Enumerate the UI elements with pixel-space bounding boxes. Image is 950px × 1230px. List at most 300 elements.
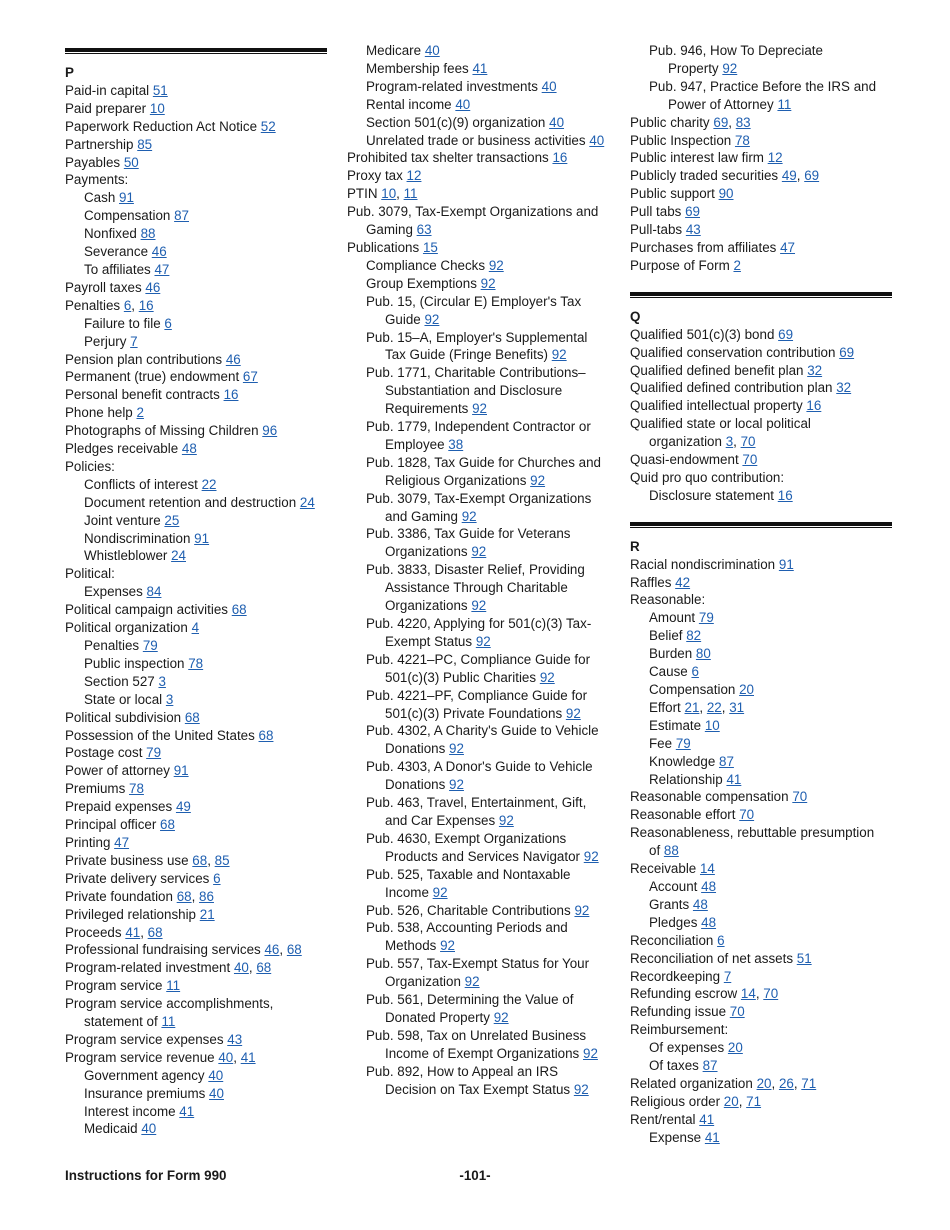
page-reference-link[interactable]: 48 [701,914,717,930]
index-entry-text: Relationship [649,771,723,787]
page-reference-link[interactable]: 26 [778,1075,794,1091]
index-entry-text: Pub. 526, Charitable Contributions [366,902,571,918]
index-entry-text: Permanent (true) endowment [65,369,240,385]
index-subentry [65,189,327,207]
index-entry-text: Fee [649,735,673,751]
page-reference-link[interactable]: 40 [141,1121,157,1137]
index-entry-text: Membership fees [366,60,469,76]
page-reference-link[interactable]: 40 [218,1049,234,1065]
page-reference-link[interactable]: 11 [777,96,792,112]
page-reference-link[interactable]: 41 [240,1049,256,1065]
page-reference-link[interactable]: 92 [471,598,487,614]
page-reference-link[interactable]: 92 [722,60,738,76]
page-reference-link[interactable]: 90 [718,186,734,202]
index-entry-text: Recordkeeping [630,968,721,984]
index-entry: Public charity 69, 83 [630,114,751,130]
page-reference-link[interactable]: 38 [448,436,464,452]
index-entry-text: Knowledge [649,753,716,769]
page-reference-link[interactable]: 48 [692,896,708,912]
index-subentry [347,132,609,150]
page-reference-link[interactable]: 87 [719,753,734,769]
page-reference-link[interactable]: 15 [422,239,438,255]
page-reference-link[interactable]: 20 [723,1093,739,1109]
index-subentry [65,1085,327,1103]
page-reference-link[interactable]: 69 [713,114,729,130]
index-subentry [630,663,892,681]
page-reference-link[interactable]: 41 [699,1111,715,1127]
index-entry: Proceeds 41, 68 [65,924,163,940]
page-reference-link[interactable]: 46 [151,244,167,260]
page-reference-link[interactable]: 16 [806,398,822,414]
page-reference-link[interactable]: 70 [740,434,756,450]
index-entry: Professional fundraising services 46, 68 [65,942,302,958]
index-entry-text: Political: [65,566,115,582]
index-entry: Related organization 20, 26, 71 [630,1075,817,1091]
index-subentry [65,655,327,673]
page-reference-link[interactable]: 92 [573,1081,589,1097]
page-reference-link[interactable]: 25 [164,512,180,528]
page-reference-link[interactable]: 51 [152,82,168,98]
index-subentry [65,637,327,655]
page-reference-link[interactable]: 43 [227,1031,243,1047]
index-entry [630,950,892,968]
index-subentry: Effort 21, 22, 31 [649,699,745,715]
page-reference-link[interactable]: 68 [184,709,200,725]
page-reference-link[interactable]: 16 [777,487,793,503]
index-entry-text: Purchases from affiliates [630,239,777,255]
page-reference-link[interactable]: 6 [717,932,725,948]
page-reference-link[interactable]: 92 [432,884,448,900]
index-entry-text: Personal benefit contracts [65,387,220,403]
page-reference-link[interactable]: 85 [137,136,153,152]
page-reference-link[interactable]: 85 [214,852,230,868]
page-reference-link[interactable]: 71 [801,1075,817,1091]
page-reference-link[interactable]: 40 [455,96,471,112]
page-reference-link[interactable]: 2 [136,405,144,421]
page-reference-link[interactable]: 91 [119,190,134,206]
page-reference-link[interactable]: 10 [149,100,165,116]
index-subentry [347,830,609,866]
index-entry [65,816,327,834]
page-reference-link[interactable]: 41 [179,1103,195,1119]
index-entry-text: Religious order [630,1093,721,1109]
index-entry [65,798,327,816]
page-reference-link[interactable]: 6 [691,664,699,680]
page-reference-link[interactable]: 68 [176,888,192,904]
index-entry-text: Pub. 1779, Independent Contractor or Employee [366,419,591,452]
page-reference-link[interactable]: 40 [549,114,565,130]
page-reference-link[interactable]: 78 [188,655,204,671]
page-reference-link[interactable]: 92 [574,902,590,918]
index-subentry [347,78,609,96]
page-reference-link[interactable]: 42 [675,574,691,590]
index-subentry [65,494,327,512]
index-entry-text: Phone help [65,405,133,421]
page-reference-link[interactable]: 21 [199,906,215,922]
page-reference-link[interactable]: 3 [165,691,174,707]
footer-document-title: Instructions for Form 990 [65,1168,227,1183]
index-entry-text: Reconciliation [630,932,714,948]
index-entry-text: Unrelated trade or business activities [366,132,586,148]
index-subentry [347,42,609,60]
page-reference-link[interactable]: 92 [449,741,464,757]
page-reference-link[interactable]: 11 [403,186,418,202]
page-reference-link[interactable]: 10 [381,186,397,202]
page-reference-link[interactable]: 20 [756,1075,772,1091]
index-section-letter: R [630,538,640,554]
page-reference-link[interactable]: 46 [225,351,241,367]
index-subentry [630,487,892,505]
index-entry-text: Possession of the United States [65,727,255,743]
index-entry [347,167,609,185]
index-entry-text: To affiliates [84,261,151,277]
index-entry-text: Qualified defined contribution plan [630,380,833,396]
page-reference-link[interactable]: 22 [201,476,217,492]
index-entry [630,149,892,167]
page-reference-link[interactable]: 16 [138,297,154,313]
index-entry [630,1111,892,1129]
page-reference-link[interactable]: 6 [164,315,172,331]
index-entry-text: Pub. 3386, Tax Guide for Veterans Organizations [366,526,571,560]
index-entry-text: Interest income [84,1103,176,1119]
page-reference-link[interactable]: 40 [233,960,249,976]
index-subentry [65,547,327,565]
page-reference-link[interactable]: 16 [552,150,568,166]
page-reference-link[interactable]: 92 [498,812,514,828]
page-reference-link[interactable]: 41 [704,1129,720,1145]
page-reference-link[interactable]: 41 [125,924,141,940]
index-entry [65,118,327,136]
index-entry [630,968,892,986]
page-reference-link[interactable]: 47 [780,239,796,255]
page-reference-link[interactable]: 92 [539,669,555,685]
index-entry-text: Medicare [366,43,422,58]
page-reference-link[interactable]: 78 [129,781,144,797]
page-reference-link[interactable]: 46 [145,279,161,295]
page-reference-link[interactable]: 46 [264,942,280,958]
index-entry-text: Belief [649,628,683,644]
index-subentry [65,673,327,691]
index-entry [347,239,609,257]
index-entry-text: Prepaid expenses [65,799,173,815]
index-entry-text: Qualified state or local political organization [630,416,811,450]
index-subentry [347,615,609,651]
page-reference-link[interactable]: 41 [472,60,488,76]
index-entry [630,344,892,362]
page-reference-link[interactable]: 92 [461,508,477,524]
index-entry-text: Expense [649,1129,702,1145]
index-subentry [65,476,327,494]
index-subentry [65,333,327,351]
index-entry-text: Qualified defined benefit plan [630,362,804,378]
page-reference-link[interactable]: 86 [199,888,214,904]
page-reference-link[interactable]: 22 [706,699,722,715]
page-reference-link[interactable]: 92 [464,974,480,990]
index-column-1 [65,42,327,1138]
page-reference-link[interactable]: 83 [735,114,751,130]
index-entry-text: Nondiscrimination [84,530,191,546]
index-entry-text: Program service expenses [65,1031,224,1047]
page-reference-link[interactable]: 92 [551,347,567,363]
page-reference-link[interactable]: 92 [480,275,496,291]
page-reference-link[interactable]: 10 [704,717,720,733]
page-reference-link[interactable]: 49 [781,168,797,184]
page-reference-link[interactable]: 92 [472,401,487,417]
index-entry [347,149,609,167]
index-entry: Private foundation 68, 86 [65,888,214,904]
index-subentry [347,329,609,365]
index-entry-text: Perjury [84,333,127,349]
index-subentry [630,609,892,627]
index-entry-text: Account [649,878,698,894]
page-reference-link[interactable]: 24 [299,494,315,510]
page-reference-link[interactable]: 68 [256,960,272,976]
index-subentry [347,687,609,723]
index-entry-text: Pub. 4303, A Donor's Guide to Vehicle Donations [366,759,593,793]
page-reference-link[interactable]: 92 [475,633,491,649]
page-reference-link[interactable]: 40 [424,43,440,58]
page-reference-link[interactable]: 31 [729,699,745,715]
page-reference-link[interactable]: 71 [746,1093,762,1109]
page-reference-link[interactable]: 40 [209,1085,224,1101]
page-reference-link[interactable]: 92 [583,848,599,864]
page-reference-link[interactable]: 48 [181,441,197,457]
page-reference-link[interactable]: 79 [146,745,162,761]
index-entry-text: Pub. 4220, Applying for 501(c)(3) Tax-Exempt Status [366,616,592,649]
page-reference-link[interactable]: 11 [166,978,181,994]
index-entry [65,368,327,386]
index-entry-text: Public Inspection [630,132,732,148]
index-entry-text: Public inspection [84,655,185,671]
index-entry-text: Estimate [649,717,702,733]
page-reference-link[interactable]: 82 [686,628,702,644]
index-subentry [630,753,892,771]
index-entry-text: Printing [65,834,111,850]
page-reference-link[interactable]: 92 [424,311,440,327]
index-entry [630,1003,892,1021]
page-reference-link[interactable]: 78 [734,132,750,148]
page-reference-link[interactable]: 69 [778,326,794,342]
index-entry-text: Political subdivision [65,709,182,725]
page-reference-link[interactable]: 40 [208,1067,224,1083]
page-reference-link[interactable]: 47 [114,834,130,850]
page-reference-link[interactable]: 68 [258,727,274,743]
page-reference-link[interactable]: 87 [702,1058,718,1074]
page-reference-link[interactable]: 84 [146,584,162,600]
page-reference-link[interactable]: 63 [416,222,432,238]
index-entry-text: Joint venture [84,512,161,528]
page-reference-link[interactable]: 79 [675,735,691,751]
page-reference-link[interactable]: 69 [839,344,855,360]
page-reference-link[interactable]: 80 [695,646,711,662]
page-reference-link[interactable]: 6 [213,870,221,886]
index-entry-text: Reasonable compensation [630,789,789,805]
page-reference-link[interactable]: 47 [154,261,170,277]
page-reference-link[interactable]: 92 [471,544,487,560]
index-entry [65,404,327,422]
index-subentry [630,645,892,663]
index-entry-text: Penalties [84,638,140,653]
page-reference-link[interactable]: 20 [727,1040,743,1056]
index-entry [65,709,327,727]
page-reference-link[interactable]: 88 [140,226,156,242]
index-entry [65,279,327,297]
page-reference-link[interactable]: 7 [130,333,138,349]
index-entry [630,469,892,487]
index-subentry [347,364,609,418]
index-entry-text: Quid pro quo contribution: [630,469,785,485]
index-entry-text: Power of attorney [65,763,170,779]
page-reference-link[interactable]: 87 [174,208,189,224]
page-reference-link[interactable]: 68 [286,942,302,958]
index-entry [630,860,892,878]
page-reference-link[interactable]: 14 [740,986,756,1002]
page-reference-link[interactable]: 70 [742,452,758,468]
page-reference-link[interactable]: 92 [493,1009,509,1025]
index-entry-text: Premiums [65,781,126,797]
index-entry-text: Of taxes [649,1058,699,1074]
index-section-letter: Q [630,308,641,324]
page-reference-link[interactable]: 96 [262,423,278,439]
section-divider-rule [630,292,892,298]
index-entry-text: Pub. 538, Accounting Periods and Methods [366,920,568,954]
page-reference-link[interactable]: 6 [123,297,132,313]
index-entry [65,100,327,118]
page-reference-link[interactable]: 20 [739,682,754,697]
page-reference-link[interactable]: 88 [663,843,679,859]
index-entry [65,834,327,852]
page-reference-link[interactable]: 92 [530,472,546,488]
page-reference-link[interactable]: 11 [161,1014,176,1030]
page-reference-link[interactable]: 91 [194,530,210,546]
page-reference-link[interactable]: 14 [699,861,715,877]
index-entry-text: Pub. 947, Practice Before the IRS and Power of Attorney [649,78,877,112]
page-reference-link[interactable]: 32 [807,362,823,378]
index-entry-text: Political organization [65,620,188,636]
index-entry: PTIN 10, 11 [347,186,418,202]
index-entry [630,326,892,344]
index-entry-text: Pub. 4221–PF, Compliance Guide for 501(c)(3) Private Foundations [366,687,588,721]
index-entry [65,906,327,924]
index-entry-text: Principal officer [65,817,157,833]
page-reference-link[interactable]: 52 [260,118,276,134]
page-reference-link[interactable]: 24 [171,548,186,564]
page-reference-link[interactable]: 49 [175,799,191,815]
page-reference-link[interactable]: 79 [142,638,158,653]
index-entry [65,619,327,637]
index-subentry [347,293,609,329]
page-reference-link[interactable]: 69 [804,168,820,184]
page-reference-link[interactable]: 48 [701,878,717,894]
page-reference-link[interactable]: 40 [541,78,557,94]
page-reference-link[interactable]: 16 [223,387,239,403]
page-reference-link[interactable]: 92 [565,705,581,721]
index-entry-text: Group Exemptions [366,275,477,291]
page-reference-link[interactable]: 3 [158,673,166,689]
page-reference-link[interactable]: 91 [778,556,794,572]
page-reference-link[interactable]: 70 [729,1004,745,1020]
index-subentry [65,512,327,530]
index-entry-text: Reasonableness, rebuttable presumption of [630,825,875,859]
page-footer [65,1168,885,1186]
index-subentry [347,1063,609,1099]
index-column-2 [347,42,609,1098]
page-reference-link[interactable]: 21 [684,699,700,715]
index-entry [65,351,327,369]
index-entry [630,591,892,609]
page-reference-link[interactable]: 2 [733,257,741,273]
page-reference-link[interactable]: 92 [449,777,464,793]
page-reference-link[interactable]: 92 [488,257,504,273]
page-reference-link[interactable]: 12 [406,168,422,184]
index-entry-text: Cash [84,190,116,206]
page-reference-link[interactable]: 12 [767,150,783,166]
index-entry-text: Penalties [65,297,121,313]
index-entry [65,136,327,154]
page-reference-link[interactable]: 68 [192,852,208,868]
page-reference-link[interactable]: 92 [583,1045,598,1061]
page-reference-link[interactable]: 51 [796,950,812,966]
page-reference-link[interactable]: 69 [685,204,700,220]
page-reference-link[interactable]: 70 [792,789,808,805]
index-entry [65,154,327,172]
index-entry-text: Pub. 1771, Charitable Contributions– Substantiation and Disclosure Requirements [366,365,586,417]
page-reference-link[interactable]: 32 [836,380,852,396]
index-subentry [347,454,609,490]
page-reference-link[interactable]: 68 [147,924,163,940]
index-entry [630,824,892,860]
page-reference-link[interactable]: 3 [725,434,734,450]
page-reference-link[interactable]: 68 [231,602,247,618]
index-entry-text: Pub. 3833, Disaster Relief, Providing Assistance Through Charitable Organizations [366,562,585,614]
page-reference-link[interactable]: 92 [440,938,455,954]
page-reference-link[interactable]: 79 [698,610,714,626]
index-entry-text: Program service accomplishments, statement of [65,996,274,1030]
index-entry-text: Proxy tax [347,168,403,184]
index-entry [347,203,609,239]
index-entry-text: Private foundation [65,888,173,904]
page-reference-link[interactable]: 91 [173,763,189,779]
page-reference-link[interactable]: 70 [739,807,755,823]
index-entry-text: Pub. 4221–PC, Compliance Guide for 501(c)(3) Public Charities [366,651,591,685]
index-entry-text: Document retention and destruction [84,494,297,510]
index-entry-text: Program service revenue [65,1049,215,1065]
index-subentry [65,243,327,261]
index-subentry [347,758,609,794]
index-entry-text: Pledges receivable [65,441,179,457]
page-reference-link[interactable]: 41 [726,771,742,787]
page-reference-link[interactable]: 68 [160,817,175,833]
page-reference-link[interactable]: 40 [589,132,605,148]
index-entry-text: Pub. 561, Determining the Value of Donated Property [366,992,574,1025]
index-entry [65,727,327,745]
page-reference-link[interactable]: 43 [685,222,701,238]
index-entry-text: Rental income [366,96,452,112]
page-reference-link[interactable]: 4 [191,620,200,636]
index-entry-text: Pub. 946, How To Depreciate Property [649,43,823,76]
page-reference-link[interactable]: 50 [123,154,139,170]
index-subentry [347,651,609,687]
index-entry-text: Quasi-endowment [630,452,739,468]
page-reference-link[interactable]: 67 [242,369,258,385]
index-subentry [65,691,327,709]
index-entry-text: Refunding issue [630,1004,727,1020]
index-entry [630,221,892,239]
index-entry-text: Political campaign activities [65,602,228,618]
index-entry-text: Pub. 15, (Circular E) Employer's Tax Guide [366,293,582,327]
page-reference-link[interactable]: 70 [763,986,779,1002]
page-reference-link[interactable]: 7 [723,968,732,984]
